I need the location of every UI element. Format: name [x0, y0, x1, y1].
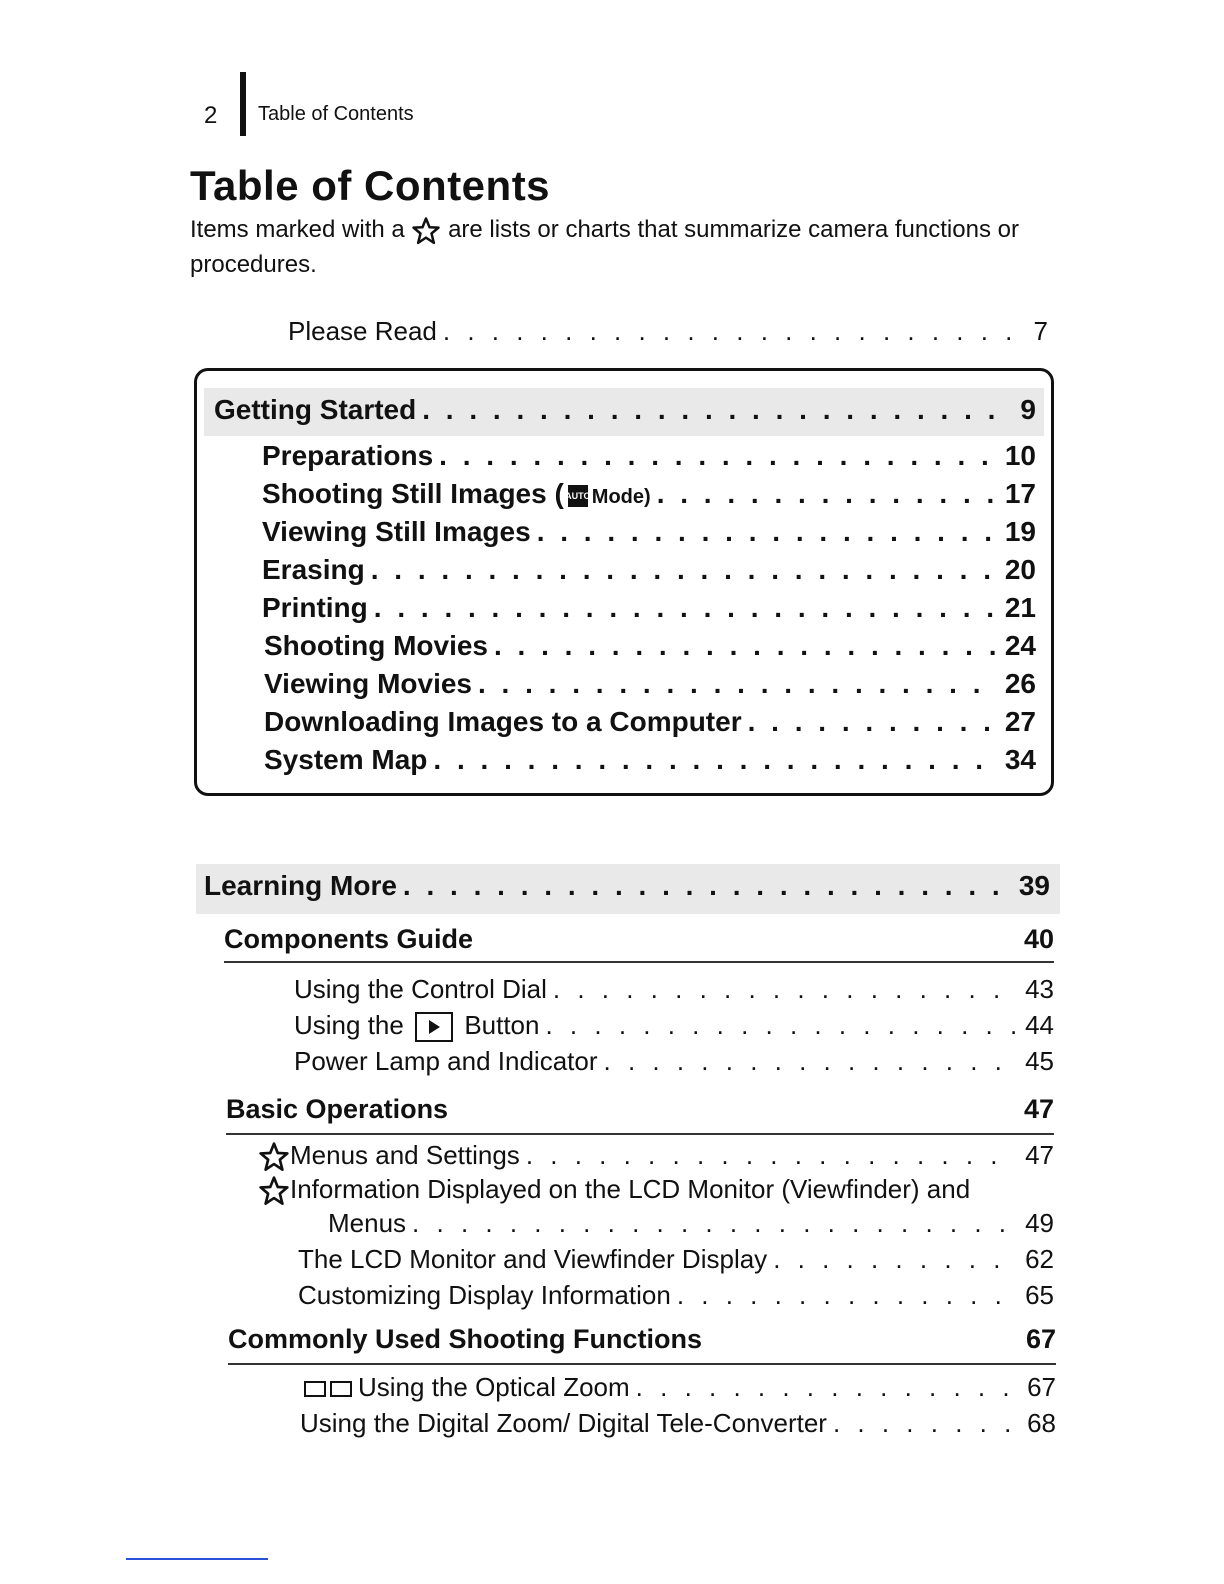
leader-dots — [604, 1046, 1018, 1077]
entry-label-mode: Mode) — [591, 486, 651, 508]
toc-entry-viewing-still[interactable] — [262, 516, 1036, 548]
toc-entry-shooting-still[interactable] — [262, 478, 1036, 510]
section-shooting-functions[interactable] — [228, 1324, 1056, 1365]
heading-page: 39 — [1018, 870, 1050, 901]
entry-label-text: Information Displayed on the LCD Monitor (Viewfinder) and — [290, 1174, 971, 1204]
leader-dots — [537, 516, 997, 548]
entry-label: Erasing — [262, 554, 365, 585]
entry-page: 24 — [1004, 630, 1036, 661]
leader-dots — [833, 1408, 1019, 1439]
heading-label: Learning More — [204, 870, 397, 901]
toc-entry-downloading[interactable] — [264, 706, 1036, 738]
section-label: Commonly Used Shooting Functions — [228, 1324, 702, 1354]
entry-page: 62 — [1025, 1244, 1054, 1274]
entry-label-text: Menus and Settings — [290, 1140, 520, 1170]
entry-label-start: Using the — [294, 1010, 404, 1040]
star-icon — [258, 1175, 290, 1207]
toc-entry-preparations[interactable] — [262, 440, 1036, 472]
toc-heading-getting-started[interactable] — [214, 394, 1036, 426]
entry-label: Please Read — [288, 316, 437, 346]
entry-label — [258, 1140, 526, 1173]
entry-label: System Map — [264, 744, 428, 775]
entry-page: 27 — [1004, 706, 1036, 737]
entry-page: 21 — [1004, 592, 1036, 623]
toc-entry-viewing-movies[interactable] — [264, 668, 1036, 700]
star-icon — [411, 216, 441, 246]
heading-label: Getting Started — [214, 394, 417, 425]
intro-text-start: Items marked with a — [190, 216, 405, 243]
toc-entry-lcd-monitor[interactable] — [298, 1244, 1054, 1275]
toc-entry-shooting-movies[interactable] — [264, 630, 1036, 662]
playback-button-icon — [415, 1012, 453, 1042]
leader-dots — [371, 554, 997, 586]
heading-page: 9 — [1020, 394, 1036, 425]
section-label: Components Guide — [224, 924, 473, 954]
toc-entry-power-lamp[interactable] — [294, 1046, 1054, 1077]
entry-label-text: Shooting Still Images ( — [262, 478, 564, 509]
entry-label: Preparations — [262, 440, 434, 471]
entry-page: 68 — [1027, 1408, 1056, 1438]
zoom-lever-icon — [304, 1381, 352, 1397]
toc-entry-info-displayed-line2[interactable] — [328, 1208, 1054, 1239]
entry-page: 45 — [1025, 1046, 1054, 1076]
leader-dots — [748, 706, 997, 738]
entry-page: 44 — [1025, 1010, 1054, 1040]
leader-dots — [439, 440, 997, 472]
page-number: 2 — [204, 102, 218, 129]
page-title: Table of Contents — [190, 162, 551, 209]
entry-label: Viewing Still Images — [262, 516, 531, 547]
footer-link-line — [126, 1558, 268, 1560]
toc-entry-info-displayed-line1[interactable] — [258, 1174, 1054, 1207]
toc-heading-learning-more[interactable] — [204, 870, 1050, 902]
entry-page: 10 — [1004, 440, 1036, 471]
entry-label: Shooting Movies — [264, 630, 488, 661]
leader-dots — [773, 1244, 1017, 1275]
entry-label — [294, 1010, 545, 1042]
running-header: Table of Contents — [258, 103, 414, 125]
intro-text — [190, 212, 1070, 282]
leader-dots — [433, 744, 996, 776]
toc-entry-digital-zoom[interactable] — [300, 1408, 1056, 1439]
entry-page: 65 — [1025, 1280, 1054, 1310]
entry-label-end: Button — [464, 1010, 540, 1040]
entry-label: The LCD Monitor and Viewfinder Display — [298, 1244, 768, 1274]
section-page: 40 — [1023, 924, 1054, 954]
leader-dots — [545, 1010, 1017, 1041]
leader-dots — [422, 394, 1012, 426]
entry-page: 7 — [1033, 316, 1048, 346]
entry-label: Power Lamp and Indicator — [294, 1046, 598, 1076]
entry-page: 34 — [1004, 744, 1036, 775]
leader-dots — [657, 478, 997, 510]
entry-page: 26 — [1004, 668, 1036, 699]
entry-label — [304, 1372, 636, 1403]
toc-entry-printing[interactable] — [262, 592, 1036, 624]
entry-label: Using the Digital Zoom/ Digital Tele-Converter — [300, 1408, 827, 1438]
toc-entry-menus-settings[interactable] — [258, 1140, 1054, 1173]
toc-entry-please-read[interactable] — [288, 316, 1048, 347]
auto-mode-icon: AUTO — [568, 485, 588, 507]
toc-entry-system-map[interactable] — [264, 744, 1036, 776]
intro-text-end: are lists or charts that summarize camera functions or procedures. — [190, 216, 1019, 278]
entry-label: Customizing Display Information — [298, 1280, 671, 1310]
entry-label — [262, 478, 657, 510]
leader-dots — [526, 1140, 1017, 1171]
header-divider — [240, 72, 246, 136]
entry-page: 49 — [1025, 1208, 1054, 1238]
entry-page: 43 — [1025, 974, 1054, 1004]
leader-dots — [403, 870, 1011, 902]
leader-dots — [677, 1280, 1017, 1311]
entry-label-text: Using the Optical Zoom — [358, 1372, 630, 1402]
leader-dots — [478, 668, 997, 700]
toc-entry-playback-button[interactable] — [294, 1010, 1054, 1042]
entry-page: 20 — [1004, 554, 1036, 585]
entry-page: 67 — [1027, 1372, 1056, 1402]
entry-label: Using the Control Dial — [294, 974, 547, 1004]
toc-entry-optical-zoom[interactable] — [304, 1372, 1056, 1403]
section-basic-operations[interactable] — [226, 1094, 1054, 1135]
toc-entry-erasing[interactable] — [262, 554, 1036, 586]
entry-page: 47 — [1025, 1140, 1054, 1170]
leader-dots — [412, 1208, 1017, 1239]
section-page: 67 — [1025, 1324, 1056, 1354]
toc-entry-customizing-display[interactable] — [298, 1280, 1054, 1311]
section-label: Basic Operations — [226, 1094, 449, 1124]
section-page: 47 — [1023, 1094, 1054, 1124]
leader-dots — [374, 592, 997, 624]
leader-dots — [494, 630, 997, 662]
entry-label: Printing — [262, 592, 368, 623]
entry-label: Downloading Images to a Computer — [264, 706, 742, 737]
toc-entry-control-dial[interactable] — [294, 974, 1054, 1005]
star-icon — [258, 1141, 290, 1173]
leader-dots — [553, 974, 1017, 1005]
section-components-guide[interactable] — [224, 924, 1054, 963]
entry-label: Menus — [328, 1208, 407, 1238]
leader-dots — [636, 1372, 1019, 1403]
leader-dots — [443, 316, 1026, 347]
entry-page: 17 — [1004, 478, 1036, 509]
entry-label: Viewing Movies — [264, 668, 472, 699]
entry-page: 19 — [1004, 516, 1036, 547]
